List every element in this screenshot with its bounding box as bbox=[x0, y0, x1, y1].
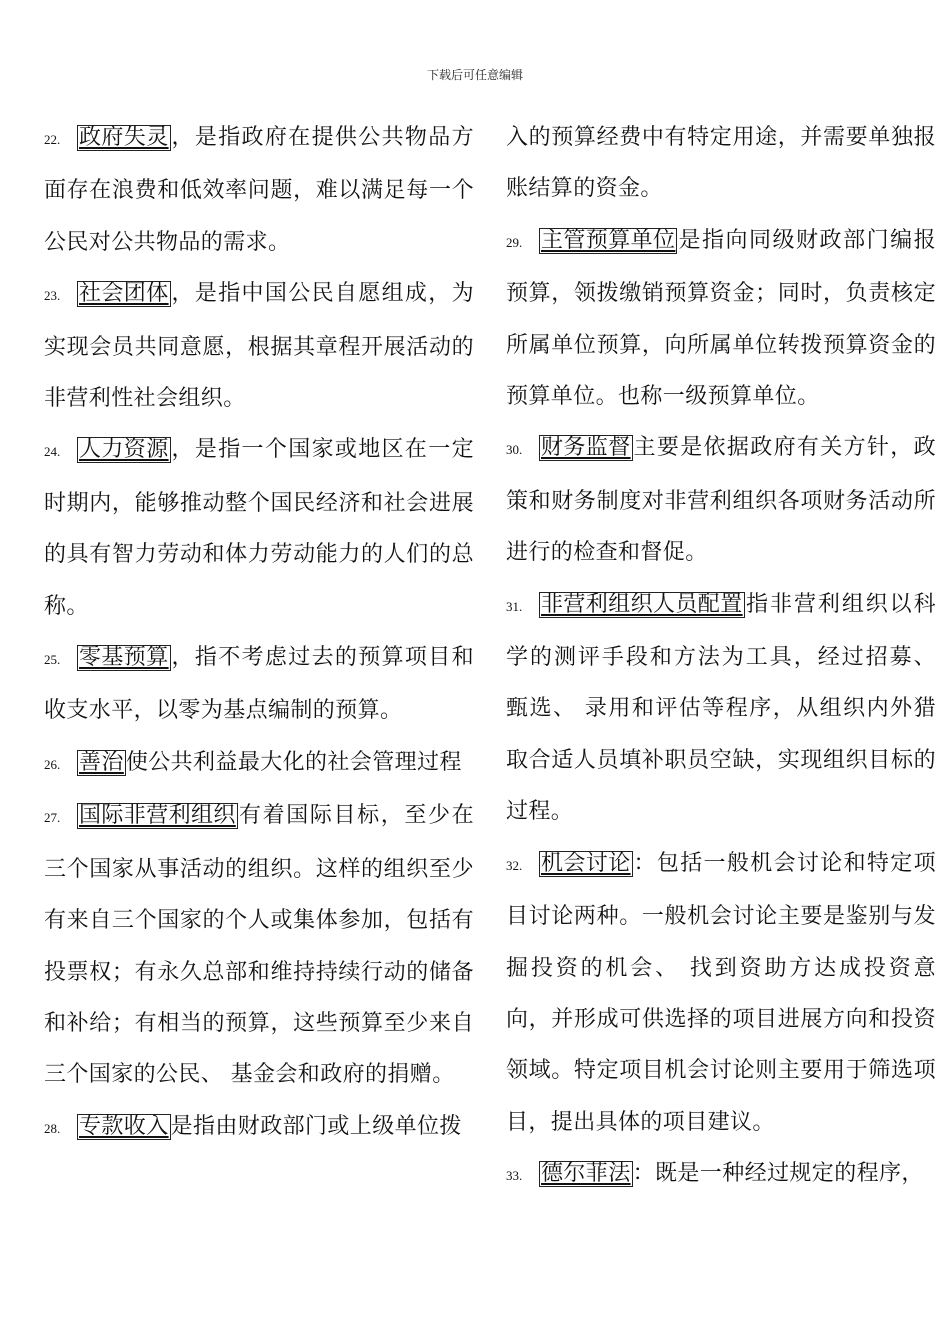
entry-term: 财务监督 bbox=[541, 435, 631, 461]
entry-definition: ，是指政府在提供公共物品方面存在浪费和低效率问题，难以满足每一个公民对公共物品的需求。 bbox=[44, 125, 474, 255]
glossary-entry bbox=[506, 422, 936, 578]
entry-term: 国际非营利组织 bbox=[79, 803, 236, 829]
entry-number: 25. bbox=[44, 652, 61, 668]
entry-term: 社会团体 bbox=[79, 281, 169, 307]
entry-term: 非营利组织人员配置 bbox=[541, 591, 743, 617]
glossary-entry bbox=[44, 790, 474, 1100]
glossary-entry bbox=[44, 1101, 474, 1154]
entry-term: 德尔菲法 bbox=[541, 1161, 631, 1187]
entry-definition: 是指向同级财政部门编报预算，领拨缴销预算资金；同时，负责核定所属单位预算，向所属单位转拨预算资金的预算单位。也称一级预算单位。 bbox=[506, 227, 936, 410]
entry-definition: 有着国际目标，至少在三个国家从事活动的组织。这样的组织至少有来自三个国家的个人或集体参加，包括有投票权；有永久总部和维持持续行动的储备和补给；有相当的预算，这些预算至少来自三个国家的公民、 基金会和政府的捐赠。 bbox=[44, 803, 474, 1088]
entry-term: 人力资源 bbox=[79, 437, 169, 463]
entry-term: 机会讨论 bbox=[541, 850, 631, 876]
entry-term: 政府失灵 bbox=[79, 125, 169, 150]
entry-definition: ，指不考虑过去的预算项目和收支水平，以零为基点编制的预算。 bbox=[44, 645, 474, 724]
glossary-entry bbox=[506, 1148, 936, 1201]
left-column bbox=[44, 112, 474, 1154]
entry-definition: ：既是一种经过规定的程序， bbox=[632, 1161, 924, 1187]
entry-number: 31. bbox=[506, 598, 523, 614]
glossary-entry bbox=[44, 737, 474, 790]
glossary-entry bbox=[44, 424, 474, 632]
entry-definition: ：包括一般机会讨论和特定项目讨论两种。一般机会讨论主要是鉴别与发掘投资的机会、 找到资助方达成投资意向，并形成可供选择的项目进展方向和投资领域。特定项目机会讨论则主要用于筛选项目，提出具体的项目建议。 bbox=[506, 850, 936, 1135]
entry-term: 善治 bbox=[79, 749, 124, 775]
glossary-entry bbox=[506, 838, 936, 1148]
entry-number: 32. bbox=[506, 857, 523, 873]
glossary-entry bbox=[506, 579, 936, 838]
entry-number: 26. bbox=[44, 756, 61, 772]
entry-number: 28. bbox=[44, 1120, 61, 1136]
entry-term: 专款收入 bbox=[79, 1113, 169, 1139]
glossary-entry bbox=[44, 632, 474, 737]
entry-definition: 是指由财政部门或上级单位拨 bbox=[170, 1113, 462, 1139]
entry-definition: ，是指一个国家或地区在一定时期内，能够推动整个国民经济和社会进展的具有智力劳动和体力劳动能力的人们的总称。 bbox=[44, 437, 474, 619]
entry-number: 22. bbox=[44, 132, 61, 147]
entry-definition: 入的预算经费中有特定用途，并需要单独报账结算的资金。 bbox=[506, 125, 936, 202]
entry-number: 29. bbox=[506, 234, 523, 250]
entry-term: 主管预算单位 bbox=[541, 227, 676, 253]
entry-number: 30. bbox=[506, 442, 523, 458]
glossary-entry bbox=[506, 215, 936, 423]
entry-number: 33. bbox=[506, 1168, 523, 1184]
entry-term: 零基预算 bbox=[79, 645, 169, 671]
entry-number: 27. bbox=[44, 810, 61, 826]
entry-definition: ，是指中国公民自愿组成，为实现会员共同意愿，根据其章程开展活动的非营利性社会组织。 bbox=[44, 281, 474, 412]
entry-number: 23. bbox=[44, 288, 61, 304]
page-header: 下载后可任意编辑 bbox=[426, 68, 523, 82]
entry-number: 24. bbox=[44, 444, 61, 460]
right-column bbox=[506, 112, 936, 1202]
glossary-entry-continued bbox=[506, 112, 936, 215]
glossary-entry bbox=[44, 112, 474, 268]
entry-definition: 指非营利组织以科学的测评手段和方法为工具，经过招募、 甄选、 录用和评估等程序，从组织内外猎取合适人员填补职员空缺，实现组织目标的过程。 bbox=[506, 591, 936, 825]
entry-definition: 使公共利益最大化的社会管理过程 bbox=[125, 749, 462, 775]
glossary-entry bbox=[44, 268, 474, 424]
entry-definition: 主要是依据政府有关方针，政策和财务制度对非营利组织各项财务活动所进行的检查和督促。 bbox=[506, 435, 936, 566]
